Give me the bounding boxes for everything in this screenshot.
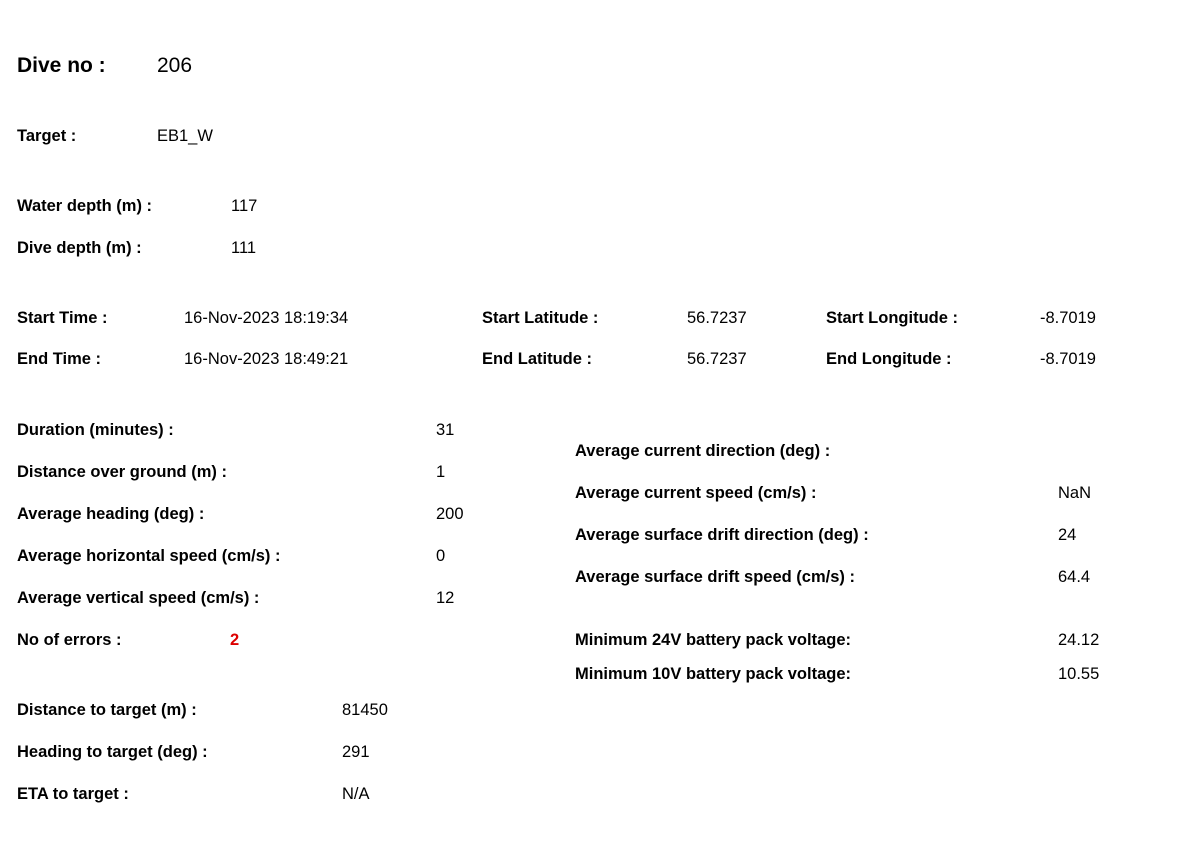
distance-to-target-value: 81450: [342, 701, 388, 719]
average-current-speed-label: Average current speed (cm/s) :: [575, 484, 817, 502]
end-latitude-label: End Latitude :: [482, 350, 592, 368]
end-longitude-value: -8.7019: [1040, 350, 1096, 368]
battery-10v-label: Minimum 10V battery pack voltage:: [575, 665, 851, 683]
end-time-value: 16-Nov-2023 18:49:21: [184, 350, 349, 368]
average-surface-drift-direction-value: 24: [1058, 526, 1077, 544]
average-current-direction-label: Average current direction (deg) :: [575, 442, 831, 460]
average-vertical-speed-value: 12: [436, 589, 455, 607]
eta-to-target-label: ETA to target :: [17, 785, 129, 803]
target-label: Target :: [17, 127, 77, 145]
average-horizontal-speed-label: Average horizontal speed (cm/s) :: [17, 547, 281, 565]
distance-over-ground-value: 1: [436, 463, 446, 481]
dive-depth-label: Dive depth (m) :: [17, 239, 142, 257]
errors-label: No of errors :: [17, 631, 122, 649]
eta-to-target-value: N/A: [342, 785, 370, 803]
average-vertical-speed-label: Average vertical speed (cm/s) :: [17, 589, 260, 607]
dive-depth-value: 111: [231, 239, 257, 257]
end-longitude-label: End Longitude :: [826, 350, 952, 368]
water-depth-value: 117: [231, 197, 258, 215]
battery-10v-value: 10.55: [1058, 665, 1100, 683]
water-depth-label: Water depth (m) :: [17, 197, 153, 215]
average-current-speed-value: NaN: [1058, 484, 1092, 502]
start-longitude-label: Start Longitude :: [826, 309, 958, 327]
start-time-label: Start Time :: [17, 309, 108, 327]
battery-24v-value: 24.12: [1058, 631, 1100, 649]
average-heading-label: Average heading (deg) :: [17, 505, 205, 523]
dive-no-value: 206: [157, 54, 193, 77]
heading-to-target-label: Heading to target (deg) :: [17, 743, 208, 761]
target-value: EB1_W: [157, 127, 213, 145]
start-longitude-value: -8.7019: [1040, 309, 1096, 327]
distance-to-target-label: Distance to target (m) :: [17, 701, 197, 719]
average-heading-value: 200: [436, 505, 464, 523]
start-latitude-value: 56.7237: [687, 309, 747, 327]
average-horizontal-speed-value: 0: [436, 547, 446, 565]
average-surface-drift-speed-label: Average surface drift speed (cm/s) :: [575, 568, 855, 586]
duration-value: 31: [436, 421, 455, 439]
duration-label: Duration (minutes) :: [17, 421, 174, 439]
heading-to-target-value: 291: [342, 743, 370, 761]
start-latitude-label: Start Latitude :: [482, 309, 599, 327]
dive-no-label: Dive no :: [17, 54, 106, 77]
end-time-label: End Time :: [17, 350, 102, 368]
distance-over-ground-label: Distance over ground (m) :: [17, 463, 227, 481]
errors-value: 2: [230, 631, 240, 649]
average-surface-drift-speed-value: 64.4: [1058, 568, 1091, 586]
end-latitude-value: 56.7237: [687, 350, 747, 368]
start-time-value: 16-Nov-2023 18:19:34: [184, 309, 349, 327]
battery-24v-label: Minimum 24V battery pack voltage:: [575, 631, 851, 649]
average-surface-drift-direction-label: Average surface drift direction (deg) :: [575, 526, 869, 544]
